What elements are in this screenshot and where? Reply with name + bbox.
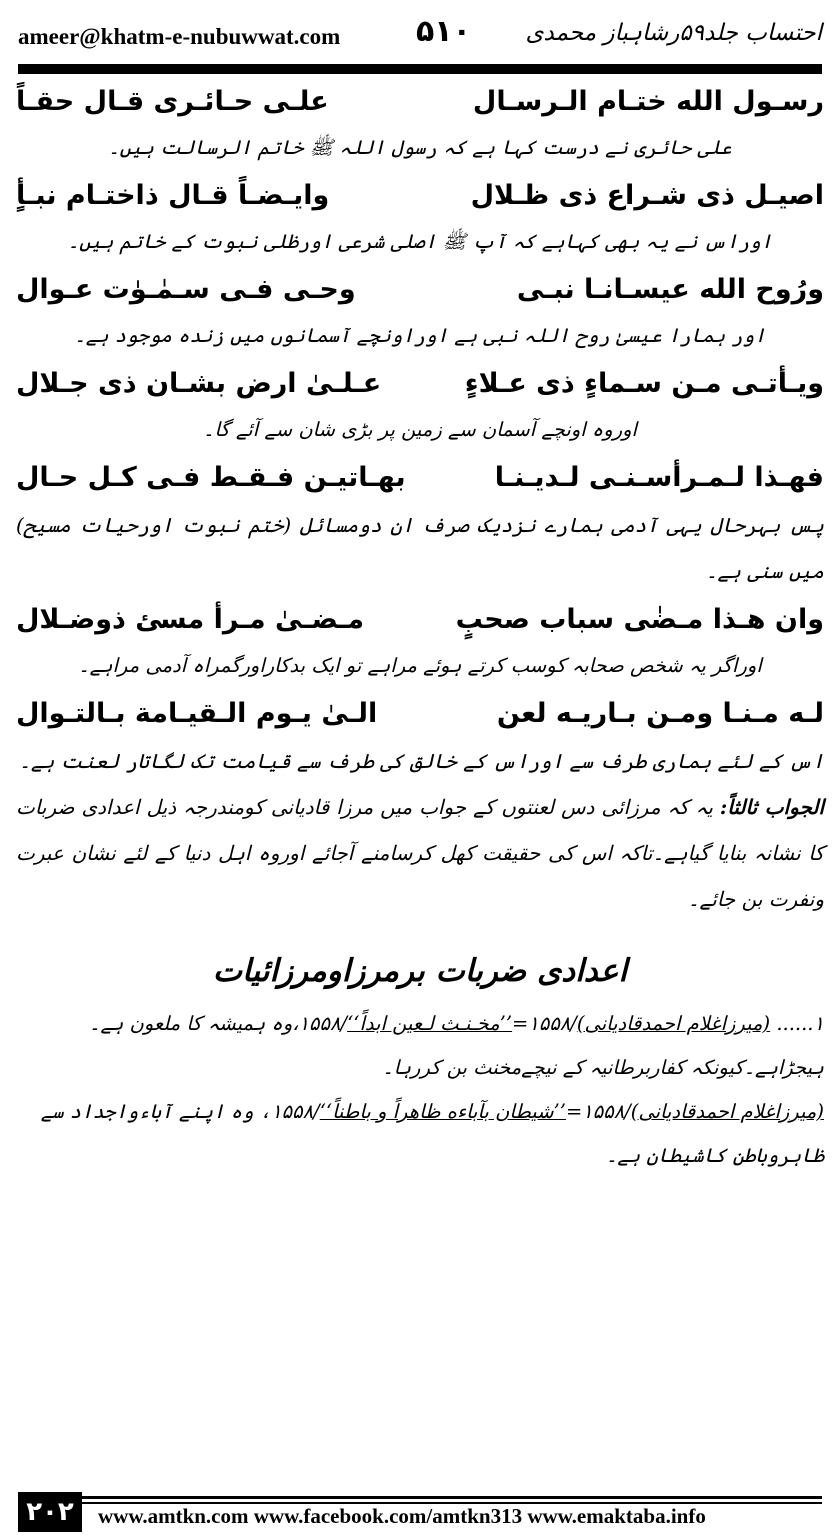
- answer-text: یہ کہ مرزائی دس لعنتوں کے جواب میں مرزا قادیانی کومندرجہ ذیل اعدادی ضربات کا نشانہ بنایا گیاہے۔تاکہ اس کی حقیقت کھل کرسامنے آجائے اوروہ اہل دنیا کے لئے نشان عبرت ونفرت بن جائے۔: [16, 795, 824, 911]
- list-item: [16, 1090, 824, 1178]
- entry-rest: /۱۵۵۸،وہ ہمیشہ کا ملعون ہے۔ہیجڑاہے۔کیونکہ کفاربرطانیہ کے نیچےمخنث بن کررہا۔: [89, 1012, 824, 1079]
- page-body: [16, 76, 824, 1481]
- verse-hemistich-left: بهـاتيـن فـقـط فـى كـل حـال: [16, 461, 406, 493]
- verse-line: [16, 688, 824, 738]
- page-footer: [18, 1492, 822, 1532]
- verse-hemistich-left: وايـضـاً قـال ذاختـام نبـأٍ: [16, 179, 330, 211]
- answer-paragraph: [16, 784, 824, 922]
- verse-hemistich-right: ورُوح الله عيسـانـا نبـى: [516, 273, 824, 305]
- entry-name: (میرزاغلام احمدقادیانی): [630, 1100, 824, 1123]
- verse-hemistich-right: رسـول الله ختـام الـرسـال: [472, 85, 824, 117]
- page-header: [18, 12, 822, 58]
- verse-hemistich-right: اصيـل ذى شـراع ذى ظـلال: [470, 179, 824, 211]
- verse-hemistich-left: وحـى فـى سـمٰـوٰت عـوال: [16, 273, 356, 305]
- entry-phrase: ’’مخـنـث لـعين ابداً‘‘: [347, 1012, 513, 1035]
- header-email: ameer@khatm-e-nubuwwat.com: [18, 24, 341, 49]
- verse-translation: پس بہرحال یہی آدمی ہمارے نزدیک صرف ان دومسائل (ختم نبوت اورحیات مسیح) میں سنی ہے۔: [16, 513, 824, 583]
- verse-hemistich-right: ويـأتـى مـن سـماءٍ ذى عـلاءٍ: [464, 367, 824, 399]
- verse-hemistich-left: الـىٰ يـوم الـقيـامة بـالتـوال: [16, 697, 378, 729]
- verse-hemistich-left: عـلـىٰ ارض بشـان ذى جـلال: [16, 367, 382, 399]
- verse-translation: اوراگر یہ شخص صحابہ کوسب کرتے ہوئے مراہے تو ایک بدکاراورگمراہ آدمی مراہے۔: [78, 654, 762, 677]
- verse-hemistich-left: علـى حـائـرى قـال حقـاً: [16, 85, 329, 117]
- footer-rule: [82, 1496, 822, 1499]
- section-heading: اعدادی ضربات برمرزاومرزائیات: [212, 953, 628, 989]
- answer-label: الجواب ثالثاً:: [719, 795, 824, 819]
- verse-hemistich-right: لـه مـنـا ومـن بـاريـه لعن: [496, 697, 824, 729]
- entry-value: /۱۵۵۸=: [512, 1012, 577, 1035]
- verse-hemistich-right: فهـذا لـمـرأسـنـى لـديـنـا: [494, 461, 824, 493]
- entry-rest: /۱۵۵۸، وہ اپنے آباءواجداد سے ظاہروباطن کاشیطان ہے۔: [40, 1100, 824, 1167]
- entry-phrase: ’’شيطان بآباءه ظاهراً و باطناً‘‘: [319, 1100, 566, 1123]
- header-book-title: احتساب جلد۵۹رشاہباز محمدی: [525, 20, 822, 46]
- footer-page-number: ۲۰۲: [18, 1492, 82, 1532]
- verse-translation: اوراس نے یہ بھی کہاہے کہ آپ ﷺ اصلی شرعی اورظلی نبوت کے خاتم ہیں۔: [67, 230, 773, 253]
- verse-translation: اور ہمارا عیسیٰ روح اللہ نبی ہے اوراونچے آسمانوں میں زندہ موجود ہے۔: [74, 324, 766, 347]
- entry-number: ۱......: [776, 1012, 824, 1035]
- entry-name: (میرزاغلام احمدقادیانی): [576, 1012, 771, 1035]
- verse-line: [16, 594, 824, 644]
- entry-value: /۱۵۵۸=: [565, 1100, 631, 1123]
- verse-translation: اوروہ اونچے آسمان سے زمین پر بڑی شان سے آئے گا۔: [203, 418, 637, 441]
- verse-line: [16, 76, 824, 126]
- list-item: [16, 1002, 824, 1090]
- verse-translation: علی حائری نے درست کہا ہے کہ رسول اللہ ﷺ خاتم الرسالت ہیں۔: [108, 136, 732, 159]
- verse-line: [16, 358, 824, 408]
- verse-hemistich-right: وان هـذا مـضٰى سباب صحبٍ: [455, 603, 824, 635]
- verse-line: [16, 170, 824, 220]
- verse-translation: اس کے لئے ہماری طرف سے اوراس کے خالق کی طرف سے قیامت تک لگاتار لعنت ہے۔: [19, 749, 824, 773]
- footer-links: www.amtkn.com www.facebook.com/amtkn313 www.emaktaba.info: [98, 1504, 706, 1528]
- verse-hemistich-left: مـضـىٰ مـرأ مسئ ذوضـلال: [16, 603, 365, 635]
- verse-line: [16, 264, 824, 314]
- verse-line: [16, 452, 824, 502]
- header-rule: [18, 64, 822, 74]
- header-page-number: ۵۱۰: [416, 14, 471, 49]
